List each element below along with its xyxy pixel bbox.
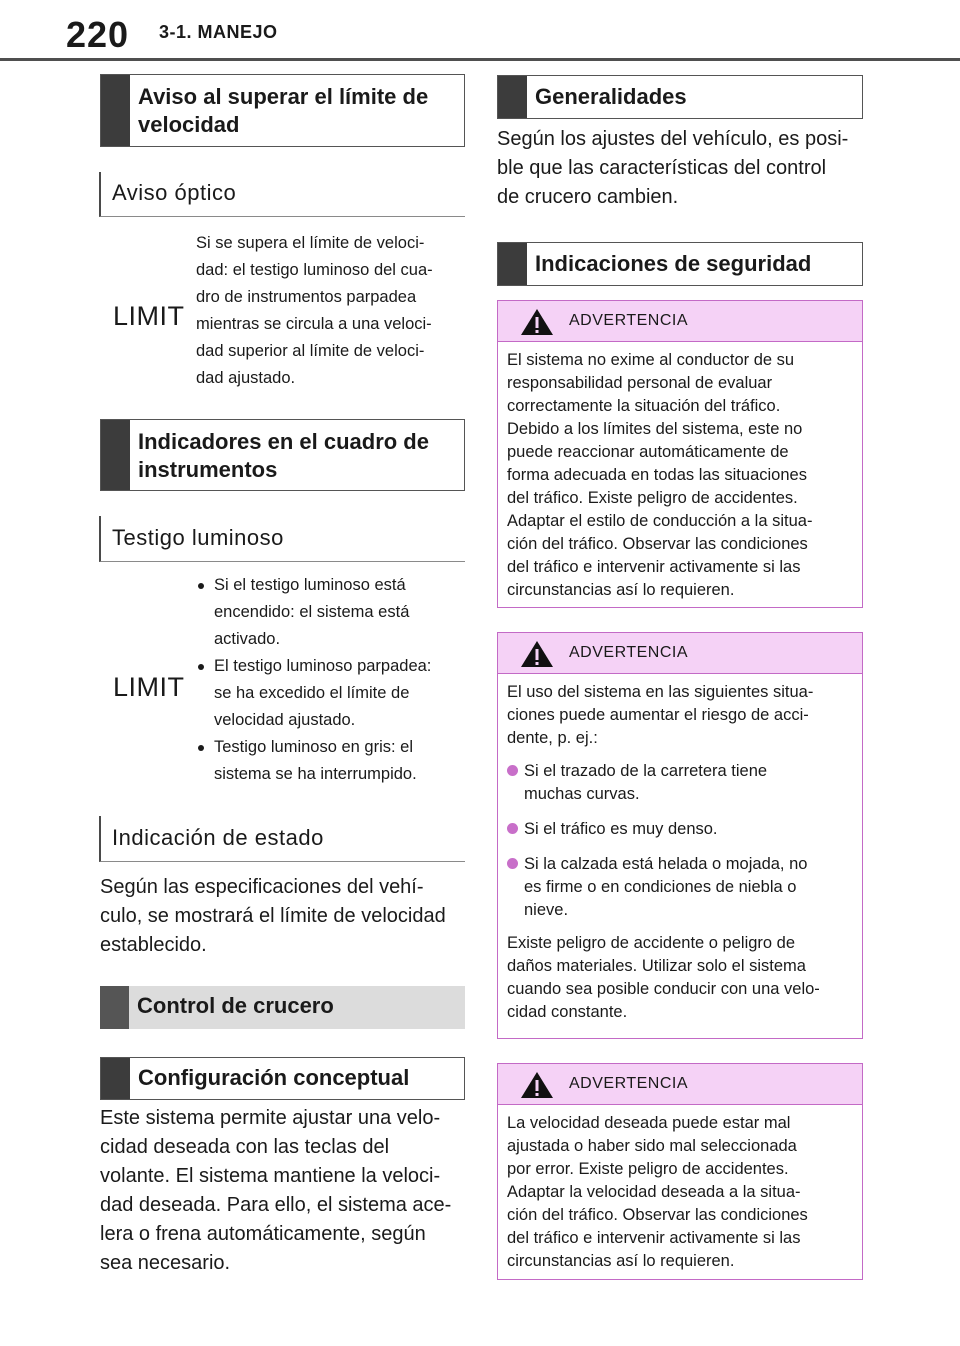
safety-heading-box bbox=[497, 242, 863, 286]
text-line: forma adecuada en todas las situaciones bbox=[507, 466, 807, 484]
text-line: por error. Existe peligro de accidentes. bbox=[507, 1160, 789, 1178]
text-line: del tráfico. Existe peligro de accidentes. bbox=[507, 489, 798, 507]
heading-bar bbox=[101, 75, 130, 146]
text-line: Testigo luminoso en gris: el bbox=[214, 738, 414, 756]
warning-label: ADVERTENCIA bbox=[569, 312, 689, 329]
text-line: mientras se circula a una veloci- bbox=[196, 315, 432, 333]
warning-triangle-icon bbox=[520, 308, 554, 336]
list-item bbox=[196, 734, 466, 788]
text-line: lera o frena automáticamente, según bbox=[100, 1223, 426, 1245]
text-line: de crucero cambien. bbox=[497, 186, 679, 208]
warning-body bbox=[507, 1112, 854, 1273]
text-line: daños materiales. Utilizar solo el sistema bbox=[507, 957, 806, 975]
warning-list-item bbox=[507, 818, 854, 841]
heading-bar bbox=[101, 420, 130, 490]
heading-bar bbox=[101, 1058, 130, 1099]
text-line: La velocidad deseada puede estar mal bbox=[507, 1114, 791, 1132]
text-line: dad superior al límite de veloci- bbox=[196, 342, 425, 360]
text-line: circunstancias así lo requieren. bbox=[507, 1252, 735, 1270]
warning-text bbox=[507, 1112, 854, 1273]
warning-label: ADVERTENCIA bbox=[569, 644, 689, 661]
optical-warning-subheading bbox=[99, 172, 465, 217]
concept-heading-box bbox=[100, 1057, 465, 1100]
text-line: activado. bbox=[214, 630, 281, 648]
text-line: Si se supera el límite de veloci- bbox=[196, 234, 425, 252]
text-line: ción del tráfico. Observar las condiciones bbox=[507, 1206, 808, 1224]
text-line: ciones puede aumentar el riesgo de acci- bbox=[507, 706, 809, 724]
general-heading: Generalidades bbox=[535, 84, 687, 109]
text-line: ción del tráfico. Observar las condiciones bbox=[507, 535, 808, 553]
warning-header bbox=[498, 633, 862, 674]
text-line: volante. El sistema mantiene la veloci- bbox=[100, 1165, 441, 1187]
text-line: encendido: el sistema está bbox=[214, 603, 410, 621]
heading-bar bbox=[498, 243, 527, 285]
text-line: es firme o en condiciones de niebla o bbox=[524, 878, 797, 896]
warning-list-item bbox=[507, 853, 854, 922]
warning-light-title: Testigo luminoso bbox=[112, 525, 284, 550]
warning-outro-text bbox=[507, 932, 854, 1024]
text-line: responsabilidad personal de evaluar bbox=[507, 374, 773, 392]
warning-header bbox=[498, 1064, 862, 1105]
text-line: Según los ajustes del vehículo, es posi- bbox=[497, 128, 849, 150]
text-line: Adaptar el estilo de conducción a la situa- bbox=[507, 512, 813, 530]
limit-indicator-2: LIMIT bbox=[113, 672, 185, 702]
text-line: El uso del sistema en las siguientes situa- bbox=[507, 683, 814, 701]
list-item bbox=[196, 653, 466, 734]
warning-triangle-icon bbox=[520, 1071, 554, 1099]
text-line: Si el testigo luminoso está bbox=[214, 576, 406, 594]
chapter-title: 3-1. MANEJO bbox=[159, 22, 278, 42]
status-text bbox=[100, 873, 470, 960]
heading-bar bbox=[498, 76, 527, 118]
text-line: El testigo luminoso parpadea: bbox=[214, 657, 432, 675]
general-text bbox=[497, 125, 867, 212]
text-line: cuando sea posible conducir con una velo- bbox=[507, 980, 820, 998]
list-item bbox=[196, 572, 466, 653]
text-line: Si la calzada está helada o mojada, no bbox=[524, 855, 808, 873]
warning-box-2 bbox=[497, 632, 863, 1039]
text-line: cidad constante. bbox=[507, 1003, 628, 1021]
status-subheading bbox=[99, 816, 465, 862]
text-line: se ha excedido el límite de bbox=[214, 684, 410, 702]
warning-intro-text bbox=[507, 681, 854, 750]
concept-heading: Configuración conceptual bbox=[138, 1065, 410, 1090]
text-line: correctamente la situación del tráfico. bbox=[507, 397, 781, 415]
limit-indicator-1: LIMIT bbox=[113, 301, 185, 331]
text-line: cidad deseada con las teclas del bbox=[100, 1136, 390, 1158]
text-line: Si el tráfico es muy denso. bbox=[524, 820, 718, 838]
text-line: dente, p. ej.: bbox=[507, 729, 598, 747]
speed-limit-heading: Aviso al superar el límite de velocidad bbox=[138, 84, 429, 137]
text-line: El sistema no exime al conductor de su bbox=[507, 351, 795, 369]
cruise-control-heading: Control de crucero bbox=[137, 993, 334, 1018]
text-line: Este sistema permite ajustar una velo- bbox=[100, 1107, 441, 1129]
safety-heading: Indicaciones de seguridad bbox=[535, 251, 812, 276]
warning-bullet-list bbox=[507, 760, 854, 922]
text-line: Existe peligro de accidente o peligro de bbox=[507, 934, 796, 952]
text-line: sistema se ha interrumpido. bbox=[214, 765, 417, 783]
text-line: dad ajustado. bbox=[196, 369, 296, 387]
warning-light-subheading bbox=[99, 516, 465, 562]
page-number: 220 bbox=[66, 14, 130, 55]
text-line: ajustada o haber sido mal seleccionada bbox=[507, 1137, 797, 1155]
warning-box-1 bbox=[497, 300, 863, 608]
concept-text bbox=[100, 1104, 470, 1278]
text-line: Debido a los límites del sistema, este no bbox=[507, 420, 803, 438]
warning-text bbox=[507, 349, 854, 602]
text-line: establecido. bbox=[100, 934, 207, 956]
text-line: Si el trazado de la carretera tiene bbox=[524, 762, 768, 780]
text-line: puede reaccionar automáticamente de bbox=[507, 443, 789, 461]
text-line: dro de instrumentos parpadea bbox=[196, 288, 417, 306]
warning-light-list bbox=[196, 572, 466, 788]
optical-warning-title: Aviso óptico bbox=[112, 180, 237, 205]
warning-header bbox=[498, 301, 862, 342]
header-rule bbox=[0, 58, 960, 61]
text-line: velocidad ajustado. bbox=[214, 711, 356, 729]
text-line: dad: el testigo luminoso del cua- bbox=[196, 261, 433, 279]
indicators-heading-box bbox=[100, 419, 465, 491]
speed-limit-heading-box bbox=[100, 74, 465, 147]
text-line: del tráfico e intervenir activamente si las bbox=[507, 1229, 801, 1247]
status-title: Indicación de estado bbox=[112, 825, 324, 850]
warning-label: ADVERTENCIA bbox=[569, 1075, 689, 1092]
text-line: nieve. bbox=[524, 901, 569, 919]
text-line: muchas curvas. bbox=[524, 785, 640, 803]
text-line: circunstancias así lo requieren. bbox=[507, 581, 735, 599]
text-line: ble que las características del control bbox=[497, 157, 827, 179]
text-line: del tráfico e intervenir activamente si las bbox=[507, 558, 801, 576]
warning-list-item bbox=[507, 760, 854, 806]
warning-body bbox=[507, 681, 854, 1024]
optical-warning-text bbox=[196, 230, 466, 392]
text-line: culo, se mostrará el límite de velocidad bbox=[100, 905, 446, 927]
text-line: sea necesario. bbox=[100, 1252, 231, 1274]
heading-bar bbox=[100, 986, 129, 1029]
warning-body bbox=[507, 349, 854, 602]
page-header bbox=[0, 0, 960, 62]
text-line: dad deseada. Para ello, el sistema ace- bbox=[100, 1194, 452, 1216]
indicators-heading: Indicadores en el cuadro de instrumentos bbox=[138, 429, 429, 482]
text-line: Adaptar la velocidad deseada a la situa- bbox=[507, 1183, 801, 1201]
general-heading-box bbox=[497, 75, 863, 119]
cruise-control-heading-box bbox=[100, 986, 465, 1029]
warning-box-3 bbox=[497, 1063, 863, 1280]
text-line: Según las especificaciones del vehí- bbox=[100, 876, 424, 898]
warning-triangle-icon bbox=[520, 640, 554, 668]
